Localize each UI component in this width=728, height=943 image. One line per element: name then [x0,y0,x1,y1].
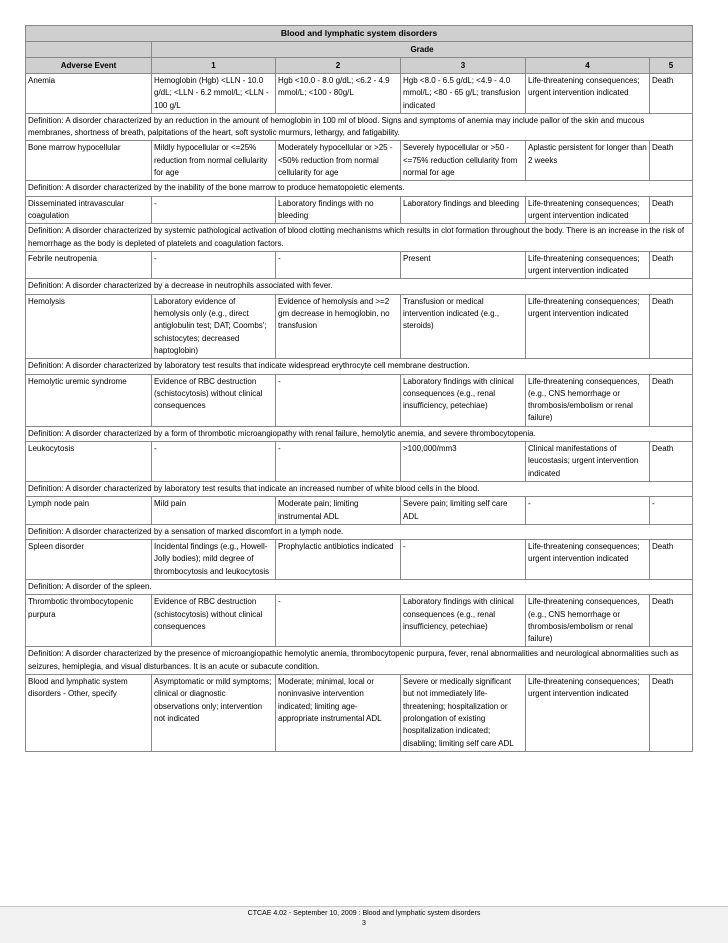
table-title: Blood and lymphatic system disorders [26,26,693,42]
cell-grade-4: Clinical manifestations of leucostasis; urgent intervention indicated [526,442,650,482]
cell-grade-2: Prophylactic antibiotics indicated [276,540,401,580]
definition-text: Definition: A disorder characterized by laboratory test results that indicate widespread erythrocyte cell membrane destruction. [26,359,693,374]
cell-grade-3: Severely hypocellular or >50 - <=75% reduction cellularity from normal for age [401,141,526,181]
cell-grade-1: Mildly hypocellular or <=25% reduction from normal cellularity for age [152,141,276,181]
cell-grade-5: Death [650,675,693,752]
cell-grade-5: Death [650,251,693,279]
cell-grade-2: Laboratory findings with no bleeding [276,196,401,224]
definition-row [26,224,693,252]
cell-grade-3: Present [401,251,526,279]
cell-grade-4: Life-threatening consequences; urgent intervention indicated [526,540,650,580]
table-row [26,251,693,279]
cell-grade-5: Death [650,374,693,426]
cell-grade-4: - [526,497,650,525]
table-row [26,595,693,647]
grade-header: Grade [152,42,693,58]
footer-caption: CTCAE 4.02 - September 10, 2009 : Blood and lymphatic system disorders [247,910,481,917]
page-number: 3 [362,920,366,927]
definition-row [26,113,693,141]
header-grade-1: 1 [152,58,276,74]
definition-text: Definition: A disorder characterized by an reduction in the amount of hemoglobin in 100 ml of blood. Signs and symptoms of anemia may include pallor of the skin and mucous membranes, shortness of breath, palpitations of the heart, soft systolic murmurs, lethargy, and fatigability. [26,113,693,141]
cell-grade-4: Life-threatening consequences, (e.g., CNS hemorrhage or thrombosis/embolism or renal failure) [526,595,650,647]
cell-grade-2: Moderately hypocellular or >25 - <50% reduction from normal cellularity for age [276,141,401,181]
cell-grade-1: - [152,196,276,224]
definition-text: Definition: A disorder characterized by laboratory test results that indicate an increased number of white blood cells in the blood. [26,481,693,496]
cell-grade-1: Mild pain [152,497,276,525]
definition-row [26,647,693,675]
header-spacer [26,42,152,58]
cell-grade-3: Severe pain; limiting self care ADL [401,497,526,525]
definition-text: Definition: A disorder characterized by a decrease in neutrophils associated with fever. [26,279,693,294]
definition-text: Definition: A disorder of the spleen. [26,579,693,594]
cell-grade-1: - [152,442,276,482]
cell-grade-1: Evidence of RBC destruction (schistocytosis) without clinical consequences [152,595,276,647]
definition-row [26,481,693,496]
header-grade-5: 5 [650,58,693,74]
cell-grade-5: Death [650,141,693,181]
header-grade-3: 3 [401,58,526,74]
cell-grade-2: Moderate pain; limiting instrumental ADL [276,497,401,525]
cell-grade-5: Death [650,442,693,482]
cell-grade-3: Laboratory findings with clinical consequences (e.g., renal insufficiency, petechiae) [401,595,526,647]
cell-grade-3: Laboratory findings with clinical consequences (e.g., renal insufficiency, petechiae) [401,374,526,426]
header-grade-4: 4 [526,58,650,74]
cell-grade-2: Evidence of hemolysis and >=2 gm decrease in hemoglobin, no transfusion [276,294,401,358]
definition-row [26,426,693,441]
cell-grade-5: Death [650,540,693,580]
cell-grade-3: - [401,540,526,580]
table-row [26,74,693,114]
cell-adverse-event: Spleen disorder [26,540,152,580]
definition-text: Definition: A disorder characterized by the presence of microangiopathic hemolytic anemia, thrombocytopenic purpura, fever, renal abnormalities and neurological abnormalities such as seizures, hemiplegia, and visual disturbances. It is an acute or subacute condition. [26,647,693,675]
table-row [26,294,693,358]
cell-grade-5: Death [650,595,693,647]
table-body [26,74,693,752]
cell-adverse-event: Leukocytosis [26,442,152,482]
definition-row [26,524,693,539]
cell-grade-3: >100,000/mm3 [401,442,526,482]
cell-adverse-event: Bone marrow hypocellular [26,141,152,181]
cell-adverse-event: Febrile neutropenia [26,251,152,279]
cell-grade-3: Severe or medically significant but not immediately life-threatening; hospitalization or prolongation of existing hospitalization indicated; disabling; limiting self care ADL [401,675,526,752]
cell-grade-1: Asymptomatic or mild symptoms; clinical or diagnostic observations only; intervention not indicated [152,675,276,752]
table-row [26,141,693,181]
cell-grade-2: - [276,595,401,647]
cell-adverse-event: Thrombotic thrombocytopenic purpura [26,595,152,647]
cell-grade-5: Death [650,74,693,114]
table-row [26,442,693,482]
cell-grade-4: Life-threatening consequences; urgent intervention indicated [526,74,650,114]
cell-grade-5: Death [650,294,693,358]
cell-grade-2: - [276,374,401,426]
definition-row [26,279,693,294]
cell-grade-3: Hgb <8.0 - 6.5 g/dL; <4.9 - 4.0 mmol/L; <80 - 65 g/L; transfusion indicated [401,74,526,114]
header-grade-2: 2 [276,58,401,74]
table-row [26,540,693,580]
cell-adverse-event: Anemia [26,74,152,114]
cell-grade-3: Transfusion or medical intervention indicated (e.g., steroids) [401,294,526,358]
cell-grade-4: Aplastic persistent for longer than 2 weeks [526,141,650,181]
cell-grade-5: Death [650,196,693,224]
ctcae-table [25,25,693,752]
cell-adverse-event: Hemolytic uremic syndrome [26,374,152,426]
cell-grade-1: Hemoglobin (Hgb) <LLN - 10.0 g/dL; <LLN - 6.2 mmol/L; <LLN - 100 g/L [152,74,276,114]
cell-grade-4: Life-threatening consequences, (e.g., CNS hemorrhage or thrombosis/embolism or renal failure) [526,374,650,426]
cell-grade-1: - [152,251,276,279]
definition-text: Definition: A disorder characterized by a form of thrombotic microangiopathy with renal failure, hemolytic anemia, and severe thrombocytopenia. [26,426,693,441]
cell-grade-4: Life-threatening consequences; urgent intervention indicated [526,251,650,279]
cell-grade-2: Moderate; minimal, local or noninvasive intervention indicated; limiting age-appropriate instrumental ADL [276,675,401,752]
cell-grade-2: Hgb <10.0 - 8.0 g/dL; <6.2 - 4.9 mmol/L; <100 - 80g/L [276,74,401,114]
cell-grade-4: Life-threatening consequences; urgent intervention indicated [526,294,650,358]
definition-text: Definition: A disorder characterized by systemic pathological activation of blood clotting mechanisms which results in clot formation throughout the body. There is an increase in the risk of hemorrhage as the body is depleted of platelets and coagulation factors. [26,224,693,252]
definition-text: Definition: A disorder characterized by the inability of the bone marrow to produce hematopoietic elements. [26,181,693,196]
header-adverse-event: Adverse Event [26,58,152,74]
cell-grade-5: - [650,497,693,525]
definition-row [26,359,693,374]
definition-row [26,181,693,196]
cell-grade-2: - [276,442,401,482]
cell-adverse-event: Blood and lymphatic system disorders - Other, specify [26,675,152,752]
column-headers [26,58,693,74]
cell-grade-1: Incidental findings (e.g., Howell-Jolly bodies); mild degree of thrombocytosis and leukocytosis [152,540,276,580]
cell-grade-4: Life-threatening consequences; urgent intervention indicated [526,196,650,224]
table-row [26,497,693,525]
cell-grade-1: Evidence of RBC destruction (schistocytosis) without clinical consequences [152,374,276,426]
table-row [26,196,693,224]
cell-grade-4: Life-threatening consequences; urgent intervention indicated [526,675,650,752]
table-row [26,675,693,752]
cell-grade-2: - [276,251,401,279]
cell-adverse-event: Lymph node pain [26,497,152,525]
table-row [26,374,693,426]
cell-grade-1: Laboratory evidence of hemolysis only (e.g., direct antiglobulin test; DAT; Coombs'; schistocytes; decreased haptoglobin) [152,294,276,358]
cell-grade-3: Laboratory findings and bleeding [401,196,526,224]
definition-row [26,579,693,594]
cell-adverse-event: Disseminated intravascular coagulation [26,196,152,224]
definition-text: Definition: A disorder characterized by a sensation of marked discomfort in a lymph node. [26,524,693,539]
cell-adverse-event: Hemolysis [26,294,152,358]
